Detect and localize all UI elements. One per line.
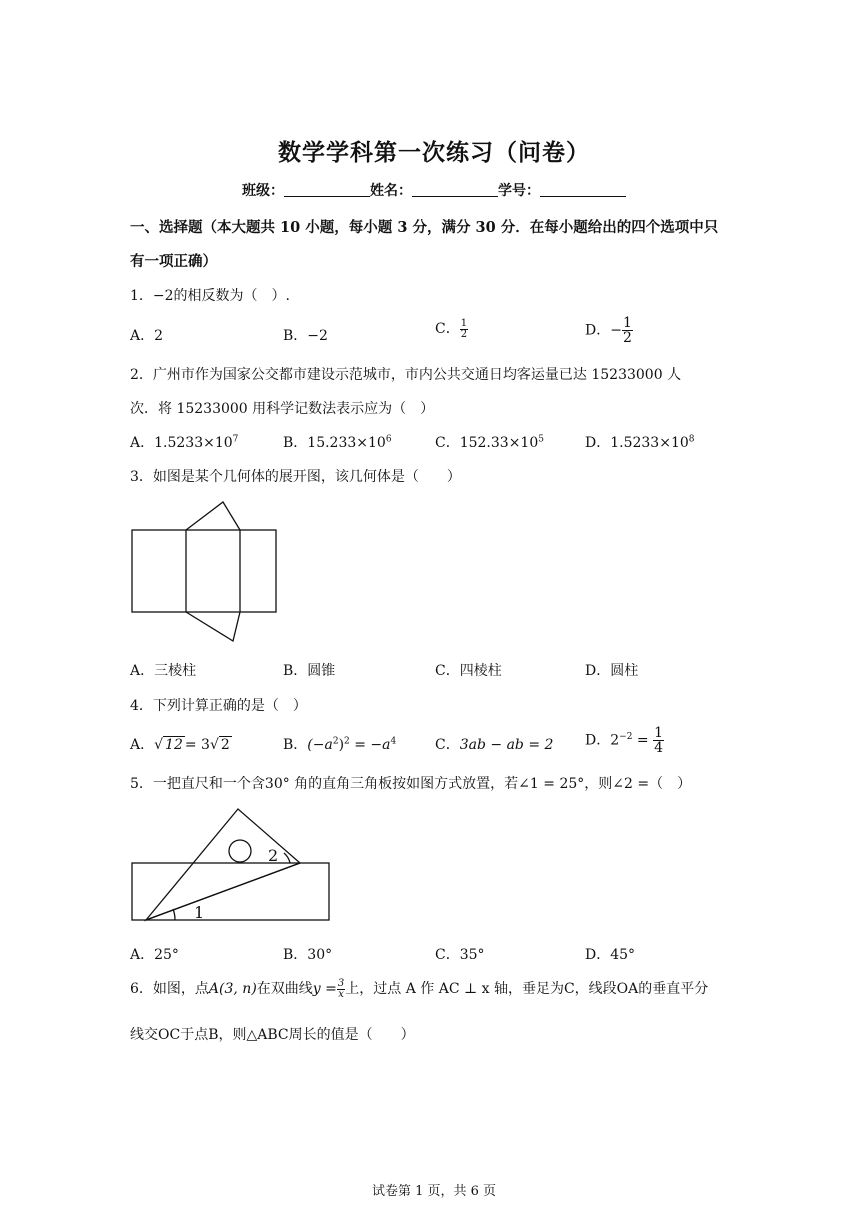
q1-option-d xyxy=(585,316,633,345)
q4-stem: 4．下列计算正确的是（ ） xyxy=(130,698,307,714)
angle1-label: 1 xyxy=(194,903,205,922)
q1-stem: 1．−2的相反数为（ ）. xyxy=(130,288,290,304)
q2-option-c xyxy=(435,432,544,452)
q6-text-b: 在双曲线 xyxy=(256,981,313,997)
q5-option-c: C．35° xyxy=(435,947,485,963)
id-label: 学号： xyxy=(498,183,540,199)
q1-option-b: B．−2 xyxy=(283,328,328,344)
q6-func-num: 3 xyxy=(337,977,345,989)
q2-d-text: D．1.5233×10 xyxy=(585,435,689,451)
q4-a-rest: = 3 xyxy=(184,737,210,753)
q5-option-b: B．30° xyxy=(283,947,333,963)
q6-point: A(3, n) xyxy=(208,981,257,997)
q4-d-den: 4 xyxy=(654,740,663,756)
q4-c-expr: 3ab − ab = 2 xyxy=(459,737,554,753)
q2-a-exp: 7 xyxy=(232,434,239,445)
student-info-line xyxy=(0,180,868,200)
q1-option-c xyxy=(435,318,468,340)
q2-b-text: B．15.233×10 xyxy=(283,435,386,451)
q1-d-num: 1 xyxy=(622,315,632,331)
class-blank[interactable] xyxy=(284,183,370,197)
q4-c-prefix: C． xyxy=(435,737,460,753)
angle2-label: 2 xyxy=(268,846,279,865)
net-bottom-triangle xyxy=(186,612,240,641)
q6-text-a: 6．如图，点 xyxy=(130,981,209,997)
q2-c-text: C．152.33×10 xyxy=(435,435,539,451)
q4-d-base: 2 xyxy=(610,732,620,749)
ruler-rect xyxy=(132,863,329,920)
class-label: 班级： xyxy=(242,183,284,199)
q4-a-prefix: A． xyxy=(130,737,155,753)
q4-option-c xyxy=(435,734,553,754)
q6-func-y: y = xyxy=(312,981,337,997)
q5-option-a: A．25° xyxy=(130,947,179,963)
set-square-hole xyxy=(229,840,251,862)
page-footer: 试卷第 1 页，共 6 页 xyxy=(371,1184,497,1199)
q1-c-prefix: C． xyxy=(435,321,460,337)
angle2-arc xyxy=(284,853,290,863)
name-blank[interactable] xyxy=(412,183,498,197)
net-outer-rect xyxy=(132,530,276,612)
page-title: 数学学科第一次练习（问卷） xyxy=(278,139,590,166)
q3-option-c: C．四棱柱 xyxy=(435,663,502,679)
q1-c-den: 2 xyxy=(460,328,468,340)
q4-a-radicand2: 2 xyxy=(220,737,230,753)
q1-c-num: 1 xyxy=(460,317,468,329)
q2-option-d xyxy=(585,432,695,452)
q4-b-exp3: 4 xyxy=(390,736,397,747)
q4-d-exp: −2 xyxy=(619,731,633,742)
q2-a-text: A．1.5233×10 xyxy=(130,435,233,451)
q2-stem-line1: 2．广州市作为国家公交都市建设示范城市，市内公共交通日均客运量已达 15233000 人 xyxy=(130,367,682,383)
q4-d-eq: = xyxy=(632,732,654,749)
q6-stem-line1 xyxy=(130,978,708,1000)
q6-stem-line2: 线交OC于点B，则△ABC周长的值是（ ） xyxy=(130,1027,415,1043)
q4-b-close: ) xyxy=(338,737,345,753)
angle1-arc xyxy=(173,909,175,920)
q2-stem-line2: 次．将 15233000 用科学记数法表示应为（ ） xyxy=(130,401,435,417)
q4-b-exp2: 2 xyxy=(344,736,350,747)
q2-c-exp: 5 xyxy=(538,434,544,445)
q6-text-c: 上，过点 A 作 AC ⊥ x 轴，垂足为C，线段OA的垂直平分 xyxy=(345,981,709,997)
section-heading-line1: 一、选择题（本大题共 10 小题，每小题 3 分，满分 30 分．在每小题给出的四个选项中只 xyxy=(130,219,719,236)
q5-option-d: D．45° xyxy=(585,947,636,963)
q2-option-b xyxy=(283,432,392,452)
q4-a-radicand: 12 xyxy=(165,737,183,753)
q3-option-a: A．三棱柱 xyxy=(130,663,197,679)
name-label: 姓名： xyxy=(370,183,412,199)
q4-b-rest: = −a xyxy=(349,737,391,753)
q6-func-den: x xyxy=(338,988,344,1000)
id-blank[interactable] xyxy=(540,183,626,197)
q2-d-exp: 8 xyxy=(688,434,695,445)
q4-option-b xyxy=(283,734,396,754)
q5-stem: 5．一把直尺和一个含30° 角的直角三角板按如图方式放置，若∠1 = 25°，则∠2 =（ ） xyxy=(130,776,692,792)
q4-option-d xyxy=(585,726,664,755)
q4-b-expr: (−a xyxy=(307,737,333,753)
section-heading-line2: 有一项正确） xyxy=(130,253,217,270)
q4-option-a: A．√ 12 = 3√ 2 xyxy=(130,737,230,753)
q3-option-b: B．圆锥 xyxy=(283,663,336,679)
q1-d-prefix: D．− xyxy=(585,322,622,339)
q4-d-num: 1 xyxy=(654,725,663,741)
net-top-triangle xyxy=(186,502,240,530)
q2-b-exp: 6 xyxy=(385,434,392,445)
ruler-triangle-figure xyxy=(130,805,332,925)
q1-option-a: A．2 xyxy=(130,328,164,344)
q4-b-exp1: 2 xyxy=(332,736,339,747)
q1-d-den: 2 xyxy=(622,330,632,346)
prism-net-figure xyxy=(130,500,280,645)
q4-d-prefix: D． xyxy=(585,732,611,749)
q3-option-d: D．圆柱 xyxy=(585,663,639,679)
q3-stem: 3．如图是某个几何体的展开图，该几何体是（ ） xyxy=(130,469,461,485)
q4-b-prefix: B． xyxy=(283,737,308,753)
q2-option-a xyxy=(130,432,238,452)
